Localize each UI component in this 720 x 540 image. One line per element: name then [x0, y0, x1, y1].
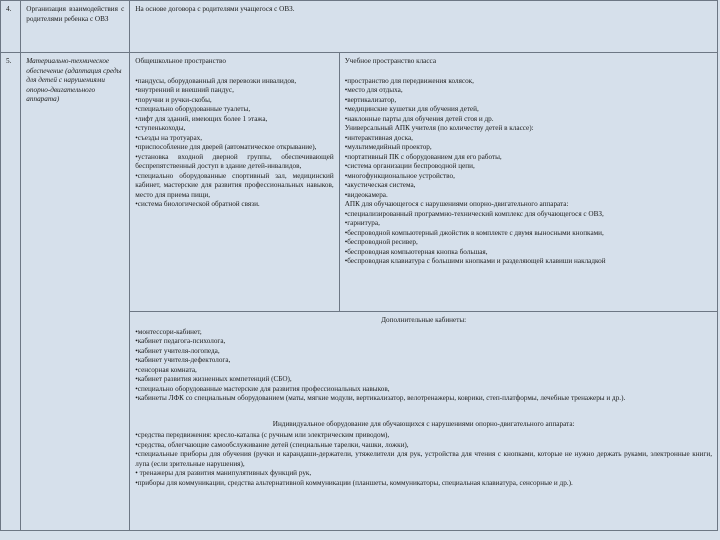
- list-item: •место для отдыха,: [344, 86, 403, 94]
- general-space-cell: [130, 53, 339, 312]
- row-number: 5.: [1, 53, 21, 531]
- list-item: •система организации беспроводной цепи,: [344, 162, 475, 170]
- list-item: •специальные приборы для обучения (ручки и карандаши-держатели, утяжелители для рук, устройства для чтения с кнопками, которые не нужно держать руками, электронные книги, лупа (если зрительные нарушения),: [135, 450, 712, 468]
- list-item: •специально оборудованные туалеты,: [135, 105, 251, 113]
- individual-title: Индивидуальное оборудование для обучающихся с нарушениями опорно-двигательного аппарата:: [272, 419, 575, 428]
- list-item: •ступенькоходы,: [135, 124, 186, 132]
- list-item: •кабинет учителя-дефектолога,: [135, 356, 231, 364]
- list-item: •специально оборудованные мастерские для развития профессиональных навыков,: [135, 384, 390, 393]
- list-item: •приборы для коммуникации, средства альтернативной коммуникации (планшеты, коммуникаторы, специальная клавиатура, сенсорные и др.).: [135, 478, 573, 487]
- list-item: •портативный ПК с оборудованием для его работы,: [344, 152, 502, 161]
- list-item: •внутренний и внешний пандус,: [135, 86, 234, 94]
- class-space-cell: [339, 53, 717, 312]
- list-item: •сенсорная комната,: [135, 365, 197, 374]
- list-item: •беспроводной компьютерный джойстик в комплекте с двумя выносными кнопками,: [344, 228, 604, 237]
- list-item: АПК для обучающегося с нарушениями опорно-двигательного аппарата:: [344, 200, 569, 208]
- list-item: •средства передвижения: кресло-каталка (с ручным или электрическим приводом),: [135, 431, 390, 439]
- list-item: •наклонные парты для обучения детей стоя и др.: [344, 114, 494, 123]
- row-number: 4.: [1, 1, 21, 53]
- list-item: •лифт для зданий, имеющих более 1 этажа,: [135, 114, 268, 123]
- list-item: •установка входной дверной группы, обеспечивающей беспрепятственный доступ в здание детей-инвалидов,: [135, 152, 334, 170]
- list-item: •многофункциональное устройство,: [344, 171, 455, 180]
- list-item: •медицинские кушетки для обучения детей,: [344, 105, 479, 113]
- class-space-list: [345, 77, 712, 267]
- general-space-title: Общешкольное пространство: [135, 57, 226, 65]
- list-item: •акустическая система,: [344, 181, 416, 189]
- list-item: •средства, облегчающие самообслуживание детей (специальные тарелки, чашки, ложки),: [135, 440, 409, 449]
- general-space-list: [135, 77, 333, 210]
- table-row: [1, 1, 718, 53]
- row-label: Организация взаимодействия с родителями ребенка с ОВЗ: [21, 1, 130, 53]
- row-content: На основе договора с родителями учащегося с ОВЗ.: [130, 1, 718, 53]
- list-item: •вертикализатор,: [344, 95, 397, 104]
- list-item: •специализированный программно-технический комплекс для обучающегося с ОВЗ,: [344, 209, 604, 218]
- list-item: •кабинет учителя-логопеда,: [135, 346, 220, 355]
- list-item: •кабинет развития жизненных компетенций (СБО),: [135, 375, 292, 383]
- additional-list: [135, 328, 712, 404]
- list-item: •гарнитура,: [344, 219, 380, 227]
- list-item: •кабинеты ЛФК со специальным оборудованием (маты, мягкие модули, вертикализатор, велотренажеры, коврики, степ-платформы, лечебные тренажеры и др.).: [135, 394, 626, 402]
- list-item: •кабинет педагога-психолога,: [135, 337, 226, 345]
- class-space-title: Учебное пространство класса: [344, 57, 437, 65]
- list-item: •интерактивная доска,: [344, 133, 413, 142]
- list-item: •беспроводная компьютерная кнопка большая,: [344, 247, 488, 256]
- list-item: •специально оборудованные спортивный зал, медицинский кабинет, мастерские для развития профессиональных навыков, место для приема пищи,: [135, 171, 334, 199]
- list-item: •система биологической обратной связи.: [135, 200, 260, 208]
- list-item: Универсальный АПК учителя (по количеству детей в классе):: [344, 124, 534, 132]
- additional-cell: [130, 312, 718, 531]
- list-item: •поручни и ручки-скобы,: [135, 95, 212, 104]
- list-item: •приспособление для дверей (автоматическое открывание),: [135, 143, 317, 151]
- list-item: •беспроводная клавиатура с большими кнопками и разделяющей клавиши накладкой: [344, 257, 606, 265]
- list-item: •беспроводной ресивер,: [344, 238, 418, 246]
- list-item: • тренажеры для развития манипулятивных функций рук,: [135, 469, 312, 477]
- list-item: •пандусы, оборудованный для перевозки инвалидов,: [135, 76, 297, 85]
- list-item: •видеокамера.: [344, 190, 388, 199]
- table-row: [1, 53, 718, 312]
- list-item: •монтессори-кабинет,: [135, 327, 202, 336]
- list-item: •пространство для передвижения колясок,: [344, 76, 474, 85]
- list-item: •мультимедийный проектор,: [344, 143, 432, 151]
- row-label: Материально-техническое обеспечение (адаптация среды для детей с нарушениями опорно-двигательного аппарата): [21, 53, 130, 531]
- additional-title: Дополнительные кабинеты:: [381, 316, 467, 324]
- list-item: •съезды на тротуарах,: [135, 133, 203, 142]
- individual-list: [135, 431, 712, 488]
